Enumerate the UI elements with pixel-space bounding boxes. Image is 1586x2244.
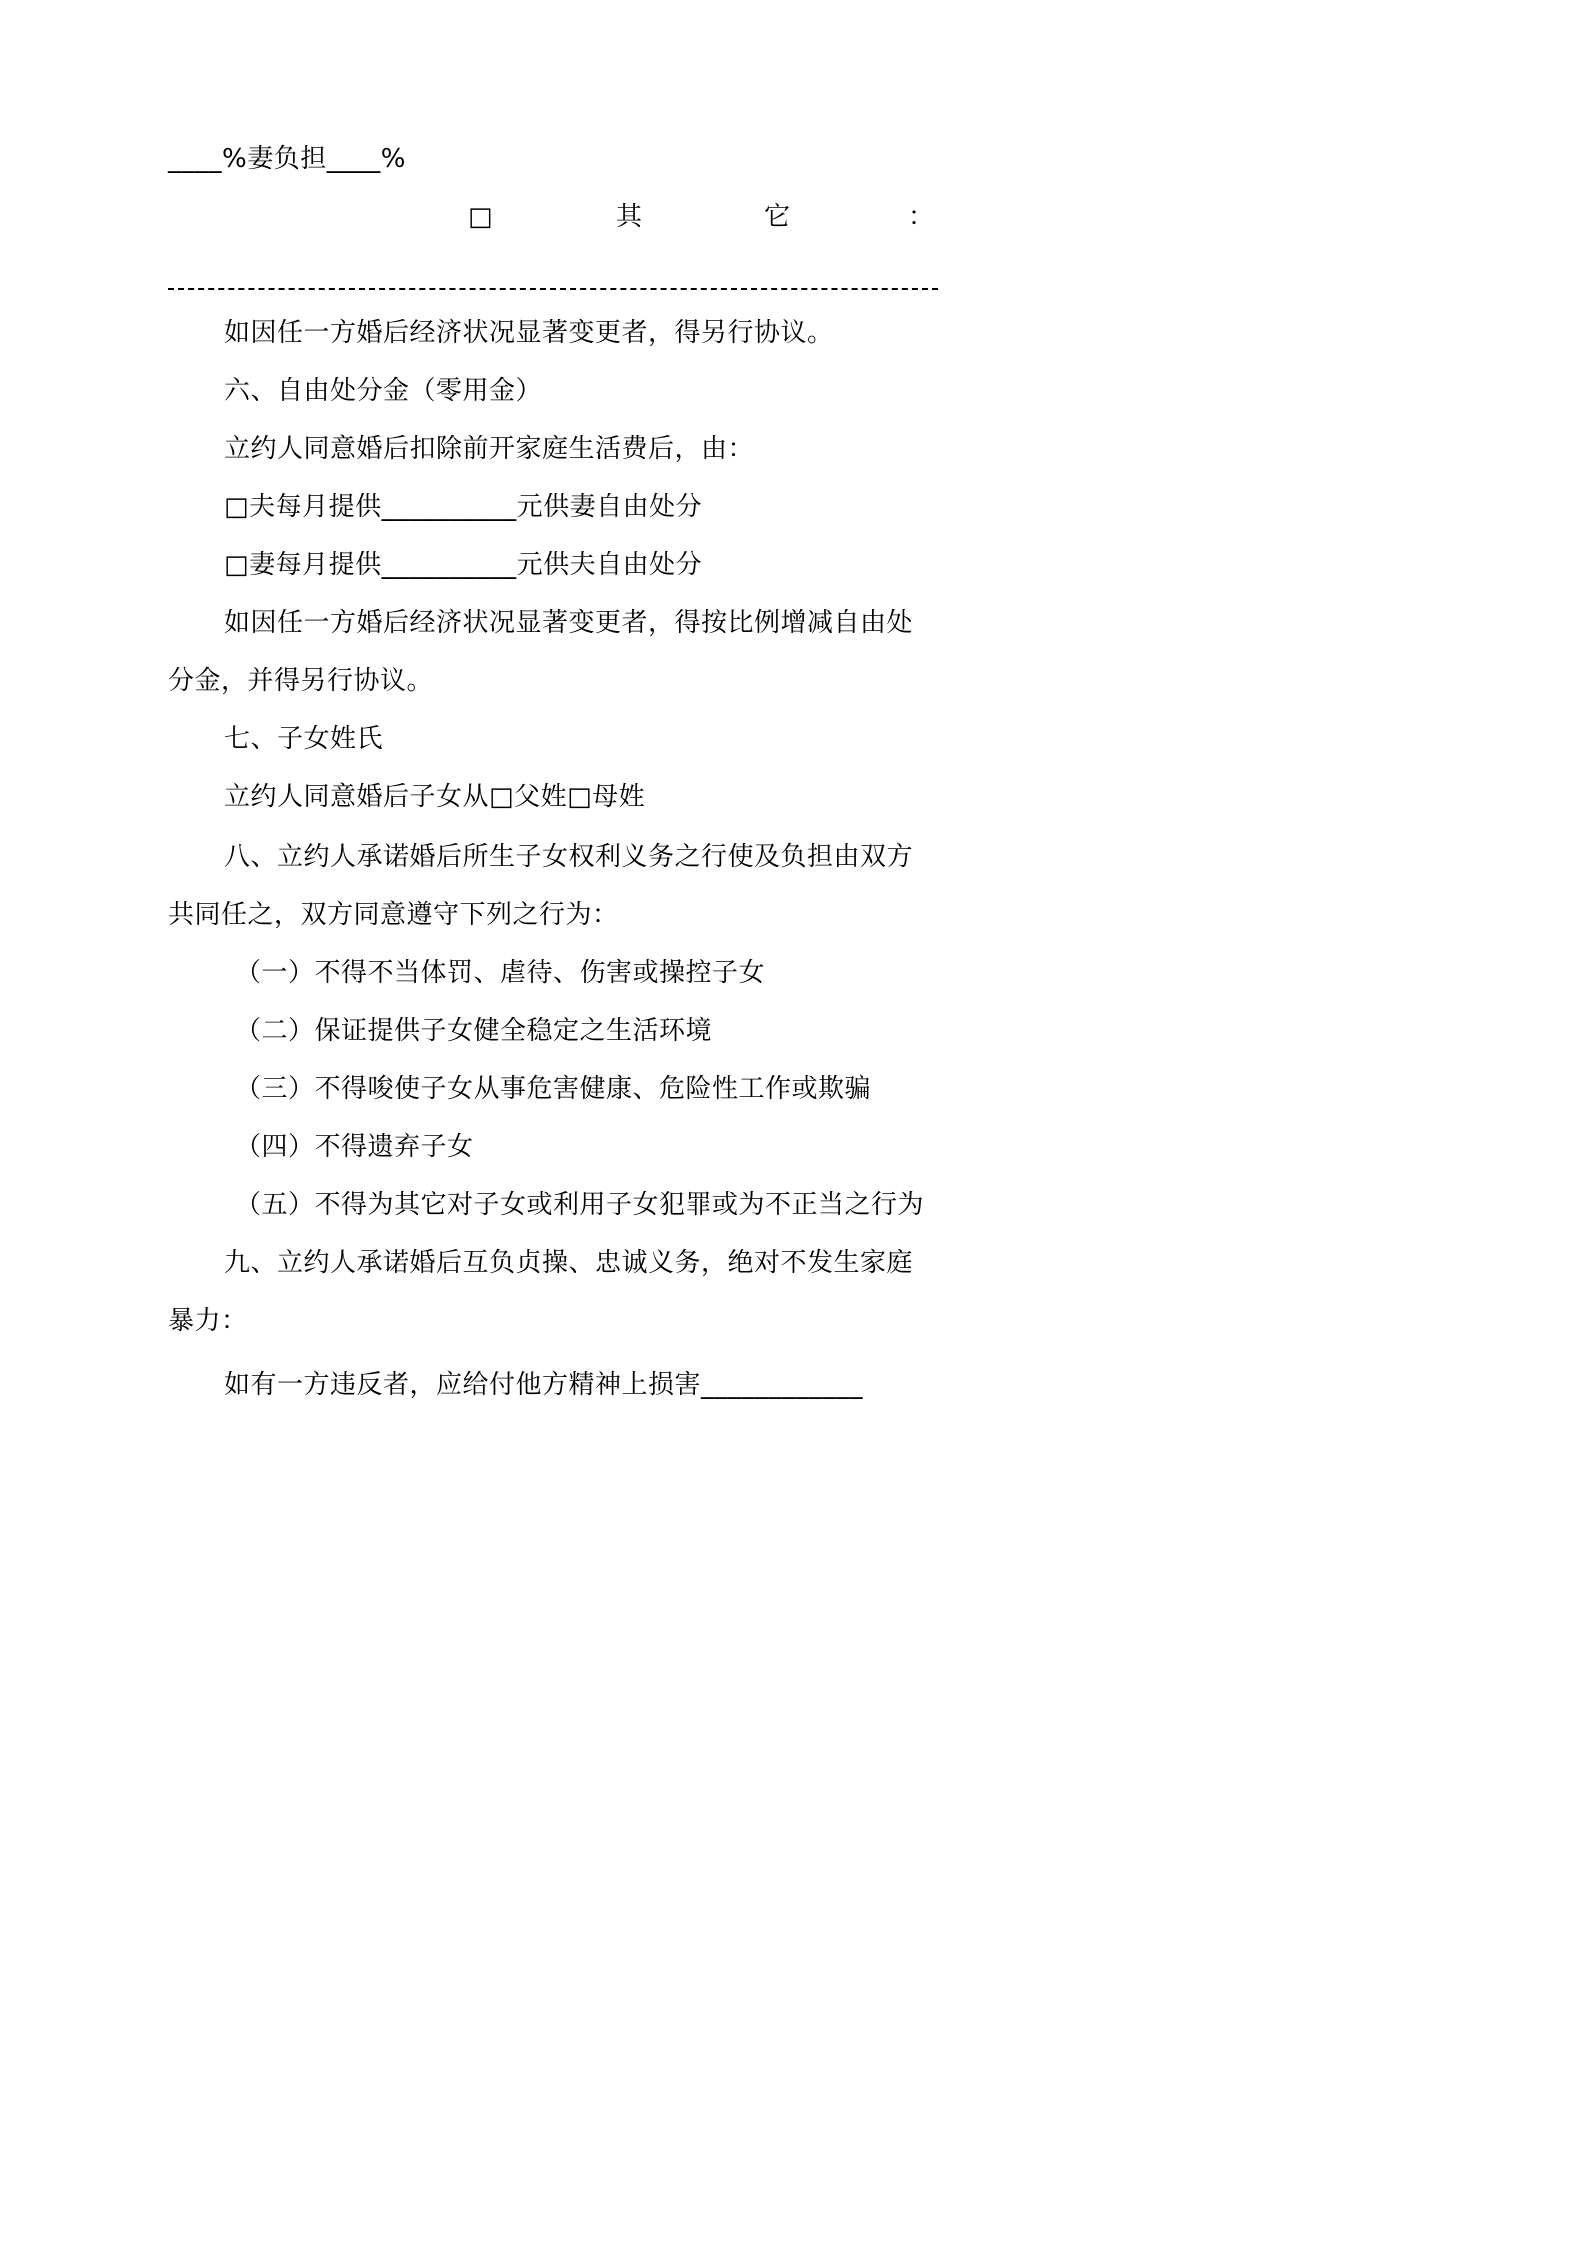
section-nine-line-1: 九、立约人承诺婚后互负贞操、忠诚义务，绝对不发生家庭 (224, 1248, 914, 1278)
section-eight-line-2: 共同任之，双方同意遵守下列之行为： (168, 900, 619, 930)
document-page (0, 0, 1100, 1556)
other-label-char-1: 其 (616, 202, 643, 232)
option-child-surname[interactable]: 立约人同意婚后子女从□父姓□母姓 (224, 782, 646, 812)
rule-item-2: （二）保证提供子女健全稳定之生活环境 (235, 1016, 713, 1046)
option-wife-provides[interactable]: □妻每月提供__________元供夫自由处分 (224, 550, 703, 580)
rule-item-4: （四）不得遗弃子女 (235, 1132, 474, 1162)
section-seven-heading: 七、子女姓氏 (224, 724, 384, 754)
rule-item-3: （三）不得唆使子女从事危害健康、危险性工作或欺骗 (235, 1074, 872, 1104)
section-six-heading: 六、自由处分金（零用金） (224, 376, 543, 406)
paragraph-pocket-money-intro: 立约人同意婚后扣除前开家庭生活费后，由： (224, 434, 755, 464)
other-fill-in-line[interactable] (168, 288, 938, 290)
rule-item-1: （一）不得不当体罚、虐待、伤害或操控子女 (235, 958, 766, 988)
rule-item-5: （五）不得为其它对子女或利用子女犯罪或为不正当之行为 (235, 1190, 925, 1220)
other-checkbox[interactable]: □ (468, 202, 493, 232)
section-nine-line-2: 暴力： (168, 1306, 248, 1336)
paragraph-adjust-line-1: 如因任一方婚后经济状况显著变更者，得按比例增减自由处 (224, 608, 914, 638)
option-husband-provides[interactable]: □夫每月提供__________元供妻自由处分 (224, 492, 703, 522)
paragraph-renegotiate: 如因任一方婚后经济状况显著变更者，得另行协议。 (224, 318, 834, 348)
section-eight-line-1: 八、立约人承诺婚后所生子女权利义务之行使及负担由双方 (224, 842, 914, 872)
compensation-line: 如有一方违反者，应给付他方精神上损害____________ (224, 1370, 864, 1400)
other-label-colon: ： (908, 202, 935, 232)
other-label-char-2: 它 (764, 202, 791, 232)
ratio-line: ____%妻负担____% (168, 144, 406, 174)
paragraph-adjust-line-2: 分金，并得另行协议。 (168, 666, 434, 696)
